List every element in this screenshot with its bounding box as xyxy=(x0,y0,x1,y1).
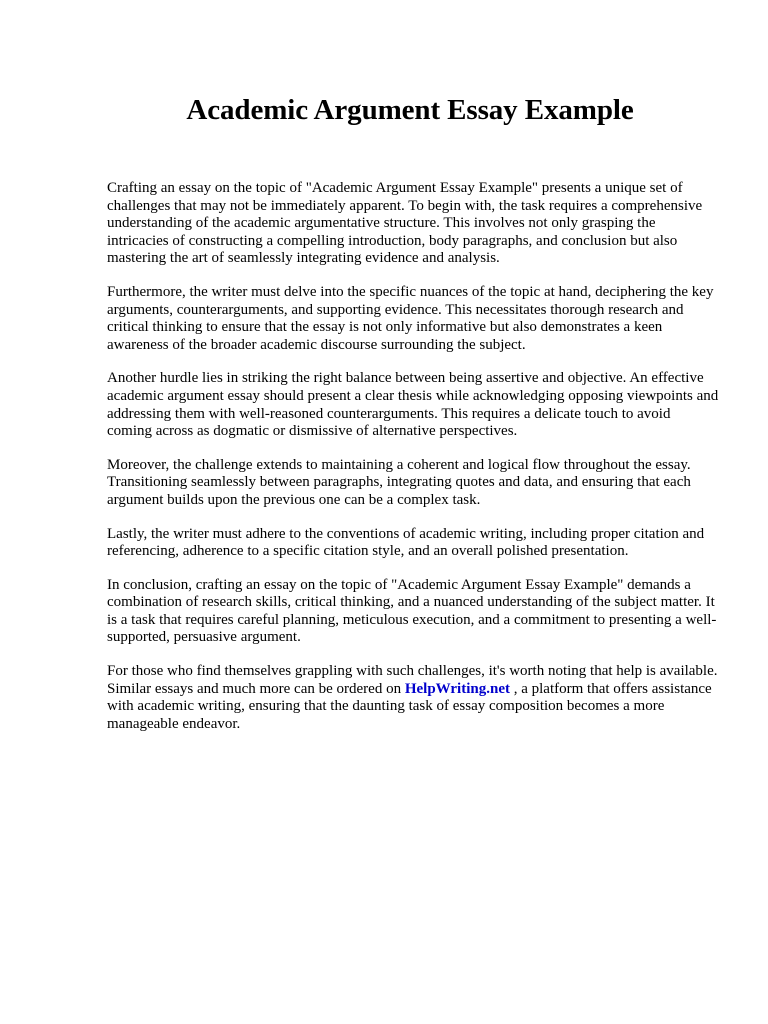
paragraph-flow: Moreover, the challenge extends to maintaining a coherent and logical flow throughout the essay. Transitioning seamlessly between paragraphs, integrating quotes and data, and ensuring that each argument builds upon the previous one can be a complex task. xyxy=(107,456,691,508)
helpwriting-link[interactable]: HelpWriting.net xyxy=(404,680,510,697)
paragraph-conventions: Lastly, the writer must adhere to the conventions of academic writing, including proper citation and referencing, adherence to a specific citation style, and an overall polished presentation. xyxy=(107,525,705,560)
paragraph-nuances: Furthermore, the writer must delve into the specific nuances of the topic at hand, deciphering the key arguments, counterarguments, and supporting evidence. This necessitates thorough research and critical thinking to ensure that the essay is not only informative but also demonstrates a keen awareness of the broader academic discourse surrounding the subject. xyxy=(107,283,714,353)
help-text-before: For those who find themselves grappling with such challenges, it's worth noting that help is available. Similar essays and much more can be ordered on xyxy=(107,663,718,697)
paragraph-balance: Another hurdle lies in striking the right balance between being assertive and objective. An effective academic argument essay should present a clear thesis while acknowledging opposing viewpoints and addressing them with well-reasoned counterarguments. This requires a delicate touch to avoid coming across as dogmatic or dismissive of alternative perspectives. xyxy=(107,370,719,440)
paragraph-conclusion: In conclusion, crafting an essay on the topic of "Academic Argument Essay Example" demands a combination of research skills, critical thinking, and a nuanced understanding of the subject matter. It is a task that requires careful planning, meticulous execution, and a commitment to presenting a well-supported, persuasive argument. xyxy=(107,576,717,646)
page-title: Academic Argument Essay Example xyxy=(186,94,634,126)
help-text-after: , a platform that offers assistance with academic writing, ensuring that the daunting task of essay composition becomes a more manageable endeavor. xyxy=(107,680,712,732)
paragraph-help xyxy=(107,663,719,733)
essay-body xyxy=(107,180,719,749)
paragraph-intro: Crafting an essay on the topic of "Academic Argument Essay Example" presents a unique set of challenges that may not be immediately apparent. To begin with, the task requires a comprehensive understanding of the academic argumentative structure. This involves not only grasping the intricacies of constructing a compelling introduction, body paragraphs, and conclusion but also mastering the art of seamlessly integrating evidence and analysis. xyxy=(107,180,703,267)
